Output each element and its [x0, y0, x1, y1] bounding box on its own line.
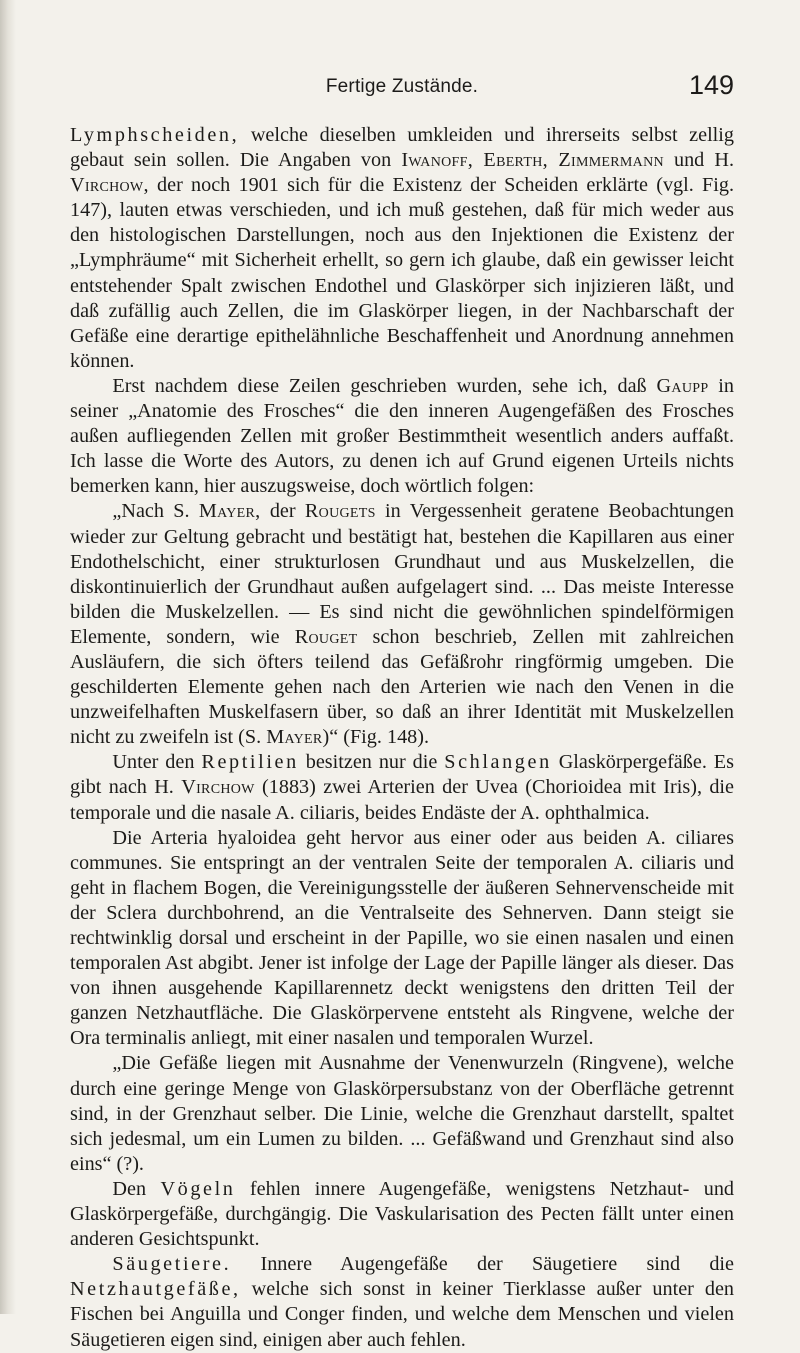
- running-title: Fertige Zustände.: [325, 76, 479, 97]
- text-run: Erst nachdem diese Zeilen geschrieben wurden, sehe ich, daß: [112, 374, 657, 397]
- text-run: )“ (Fig. 148).: [322, 726, 430, 749]
- author-name: Mayer,: [198, 500, 261, 523]
- paragraph: [70, 826, 734, 1052]
- running-header: [70, 70, 734, 106]
- page-spine-shadow: [0, 0, 16, 1314]
- text-run: (1883) zwei Arterien der Uvea (Chorioidea mit Iris), die temporale und die nasale A. ciliaris, beides Endäste der A. ophthalmica.: [70, 776, 735, 824]
- emphasized-term: Lymphscheiden,: [70, 124, 240, 146]
- text-run: Innere Augengefäße der Säugetiere sind die: [231, 1253, 734, 1276]
- emphasized-term: Vögeln: [160, 1177, 236, 1200]
- author-name: Gaupp: [656, 374, 709, 397]
- page-number: 149: [688, 70, 734, 100]
- author-name: Mayer: [266, 726, 323, 749]
- paragraph: [70, 374, 734, 499]
- body-text: [70, 123, 734, 1353]
- emphasized-term: Schlangen: [444, 751, 552, 774]
- author-name: Rougets: [304, 500, 376, 523]
- text-run: schon beschrieb, Zellen mit zahlreichen Ausläufern, die sich öfters teilend das Gefäßrohr ringförmig umgeben. Die geschilderten Elemente gehen nach den Arterien wie nach den Venen in die unzweifelhaften Muskelfasern über, so daß an ihrer Identität mit Muskelzellen nicht zu zweifeln ist (S.: [70, 625, 735, 749]
- paragraph: [70, 1177, 734, 1252]
- paragraph: [70, 1051, 734, 1176]
- text-run: und H.: [663, 149, 734, 172]
- text-run: in Vergessenheit geratene Beobachtungen wieder zur Geltung gebracht und bestätigt hat, bestehen die Kapillaren aus einer Endothelschicht, einer strukturlosen Grundhaut und aus Muskelzellen, die diskontinuierlich der Grundhaut außen aufgelagert sind. ... Das meiste Interesse bilden die Muskelzellen. — Es sind nicht die gewöhnlichen spindelförmigen Elemente, sondern, wie: [70, 500, 735, 648]
- text-run: „Nach S.: [112, 500, 199, 523]
- author-name: Iwanoff, Eberth, Zimmermann: [401, 149, 664, 172]
- emphasized-term: Reptilien: [201, 751, 299, 774]
- text-run: in seiner „Anatomie des Frosches“ die den inneren Augengefäßen des Frosches außen aufliegenden Zellen mit großer Bestimmtheit wesentlich anders auffaßt. Ich lasse die Worte des Autors, zu denen ich auf Grund eigenen Urteils nichts bemerken kann, hier auszugsweise, doch wörtlich folgen:: [70, 374, 734, 498]
- text-run: welche dieselben umkleiden und ihrerseits selbst zellig gebaut sein sollen. Die Angaben von: [70, 124, 734, 172]
- paragraph: [70, 499, 734, 750]
- text-run: der noch 1901 sich für die Existenz der Scheiden erklärte (vgl. Fig. 147), lauten etwas verschieden, und ich muß gestehen, daß für mich weder aus den histologischen Darstellungen, noch aus den Injektionen die Existenz der „Lymphräume“ mit Sicherheit erhellt, so gern ich glaube, daß ein gewisser leicht entstehender Spalt zwischen Endothel und Glaskörper sich injizieren läßt, und daß zufällig auch Zellen, die im Glaskörper liegen, in der Nachbarschaft der Gefäße eine derartige epithelähnliche Beschaffenheit und Anordnung annehmen können.: [70, 174, 734, 372]
- text-run: „Die Gefäße liegen mit Ausnahme der Venenwurzeln (Ringvene), welche durch eine geringe Menge von Glaskörpersubstanz von der Oberfläche getrennt sind, in der Grenzhaut selber. Die Linie, welche die Grenzhaut darstellt, spaltet sich jedesmal, um ein Lumen zu bilden. ... Gefäßwand und Grenzhaut sind also eins“ (?).: [70, 1052, 734, 1175]
- author-name: Virchow,: [70, 174, 149, 197]
- text-run: der: [260, 500, 305, 523]
- text-run: Den: [112, 1177, 161, 1200]
- emphasized-term: Säugetiere.: [112, 1253, 232, 1276]
- text-run: Die Arteria hyaloidea geht hervor aus einer oder aus beiden A. ciliares communes. Sie entspringt an der ventralen Seite der temporalen A. ciliaris und geht in flachem Bogen, die Vereinigungsstelle der äußeren Sehnervenscheide mit der Sclera durchbohrend, an die Ventralseite des Sehnerven. Dann steigt sie rechtwinklig dorsal und erscheint in der Papille, wo sie einen nasalen und einen temporalen Ast abgibt. Jener ist infolge der Lage der Papille länger als dieser. Das von ihnen ausgehende Kapillarennetz deckt wenigstens den dritten Teil der ganzen Netzhautfläche. Die Glaskörpervene entsteht als Ringvene, welche der Ora terminalis anliegt, mit einer nasalen und temporalen Wurzel.: [70, 826, 734, 1050]
- text-run: fehlen innere Augengefäße, wenigstens Netzhaut- und Glaskörpergefäße, durchgängig. Die Vaskularisation des Pecten fällt unter einen anderen Gesichtspunkt.: [70, 1177, 735, 1251]
- paragraph: [70, 750, 734, 825]
- text-run: welche sich sonst in keiner Tierklasse außer unter den Fischen bei Anguilla und Conger finden, und welche dem Menschen und vielen Säugetieren eigen sind, einigen aber auch fehlen.: [70, 1278, 734, 1351]
- text-run: Glaskörpergefäße. Es gibt nach H.: [70, 751, 734, 799]
- text-run: Unter den: [112, 751, 202, 774]
- paragraph: [70, 123, 734, 374]
- text-run: besitzen nur die: [298, 751, 445, 774]
- author-name: Virchow: [181, 776, 255, 799]
- paragraph: [70, 1252, 734, 1352]
- emphasized-term: Netzhautgefäße,: [70, 1278, 241, 1301]
- author-name: Rouget: [294, 625, 358, 648]
